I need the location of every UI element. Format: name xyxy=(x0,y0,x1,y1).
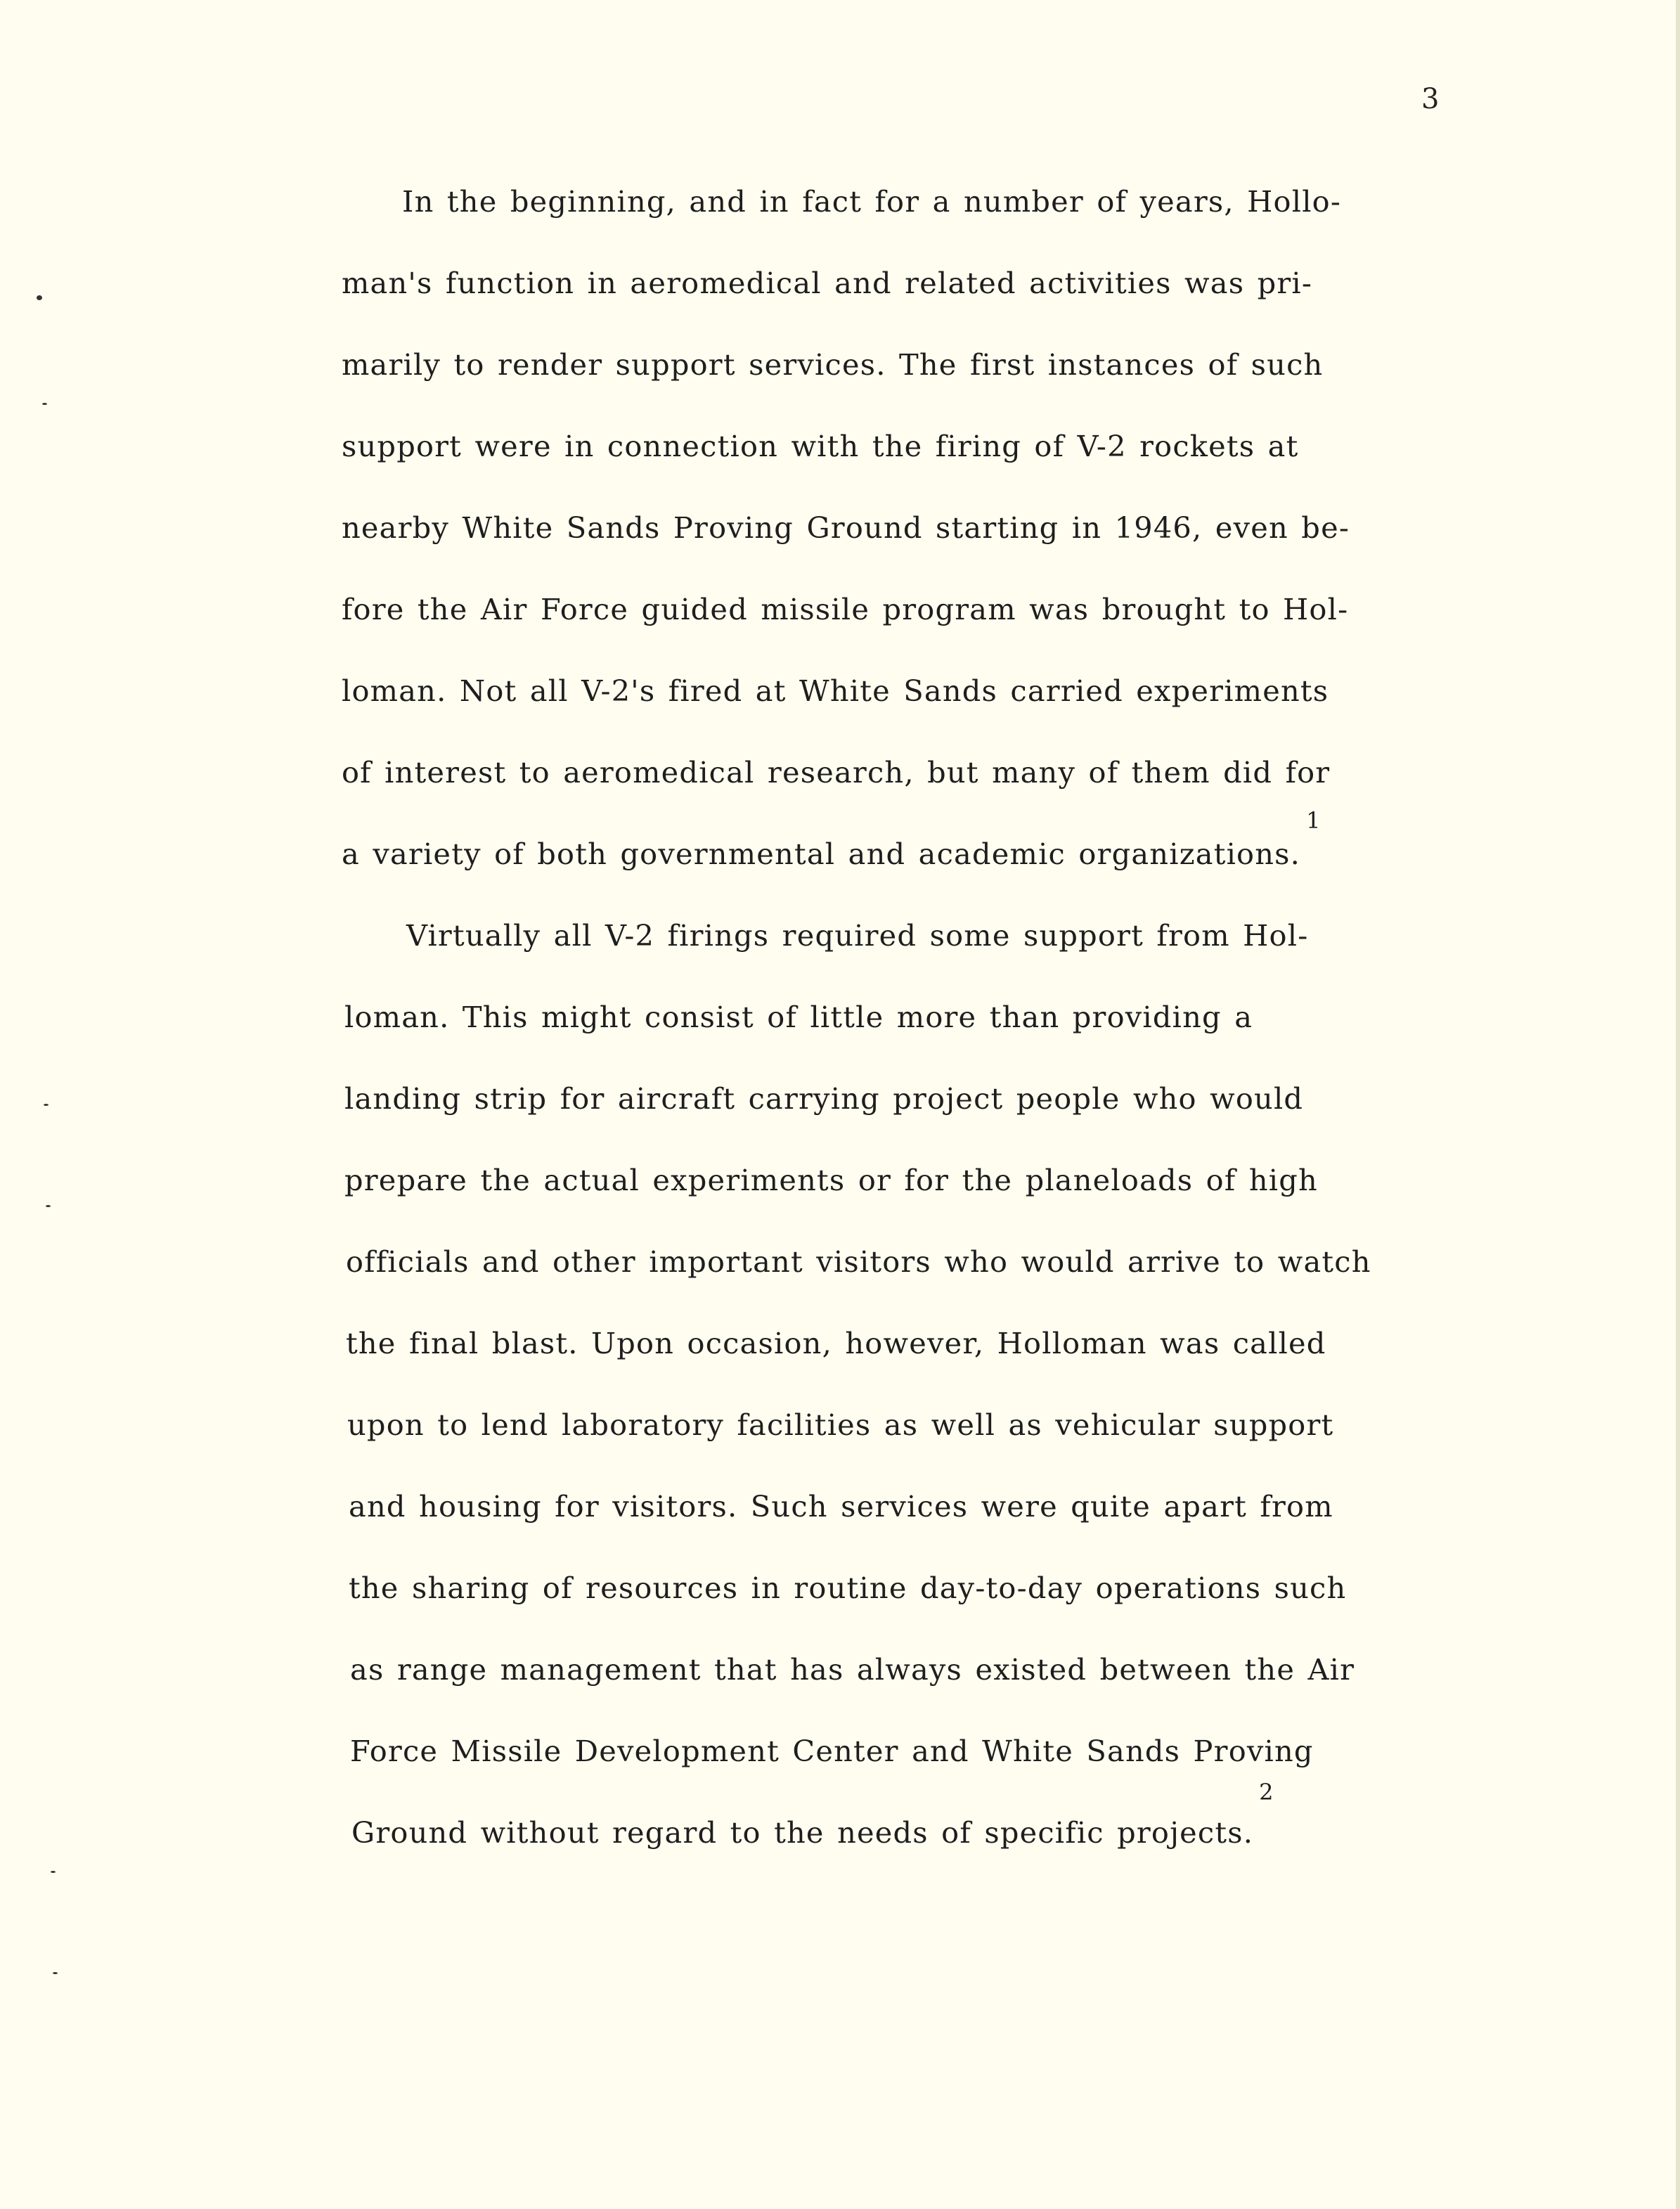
scan-mark xyxy=(37,295,42,300)
paragraph-1-line: fore the Air Force guided missile program was brought to Hol- xyxy=(342,592,1349,626)
paragraph-2-line: and housing for visitors. Such services were quite apart from xyxy=(349,1489,1333,1524)
paragraph-1-line: man's function in aeromedical and related activities was pri- xyxy=(342,266,1313,300)
paragraph-2-line: prepare the actual experiments or for the planeloads of high xyxy=(344,1163,1318,1197)
scan-mark xyxy=(44,1104,49,1106)
paragraph-1-line: support were in connection with the firing of V-2 rockets at xyxy=(342,429,1299,463)
paragraph-2-line: the final blast. Upon occasion, however, Holloman was called xyxy=(346,1326,1326,1360)
scan-mark xyxy=(46,1205,51,1207)
paragraph-1-line: of interest to aeromedical research, but many of them did for xyxy=(342,755,1331,790)
paragraph-2-line: landing strip for aircraft carrying project people who would xyxy=(344,1081,1304,1116)
paragraph-2-line: loman. This might consist of little more than providing a xyxy=(344,1000,1253,1034)
paragraph-1-line: In the beginning, and in fact for a number of years, Hollo- xyxy=(402,184,1342,219)
footnote-marker: 1 xyxy=(1306,807,1321,834)
paragraph-2-line: upon to lend laboratory facilities as well as vehicular support xyxy=(347,1408,1334,1442)
scan-mark xyxy=(53,1972,58,1974)
paragraph-1-line: loman. Not all V-2's fired at White Sands carried experiments xyxy=(342,674,1329,708)
paragraph-2-line: the sharing of resources in routine day-to-day operations such xyxy=(349,1571,1347,1605)
paragraph-2-line: officials and other important visitors who would arrive to watch xyxy=(346,1244,1371,1279)
scan-mark xyxy=(42,403,47,405)
paragraph-2-line: Force Missile Development Center and White Sands Proving xyxy=(350,1734,1314,1768)
paragraph-1-line: a variety of both governmental and academic organizations. xyxy=(342,837,1301,871)
scan-mark xyxy=(51,1871,56,1873)
page-edge xyxy=(1676,0,1680,2209)
footnote-marker: 2 xyxy=(1259,1779,1274,1805)
paragraph-2-line: as range management that has always existed between the Air xyxy=(350,1652,1355,1687)
paragraph-1-line: nearby White Sands Proving Ground starting in 1946, even be- xyxy=(342,510,1350,545)
page-number: 3 xyxy=(1421,83,1440,115)
paragraph-2-line: Ground without regard to the needs of specific projects. xyxy=(351,1815,1254,1850)
paragraph-1-line: marily to render support services. The first instances of such xyxy=(342,347,1324,382)
paragraph-2-line: Virtually all V-2 firings required some support from Hol- xyxy=(406,918,1309,953)
